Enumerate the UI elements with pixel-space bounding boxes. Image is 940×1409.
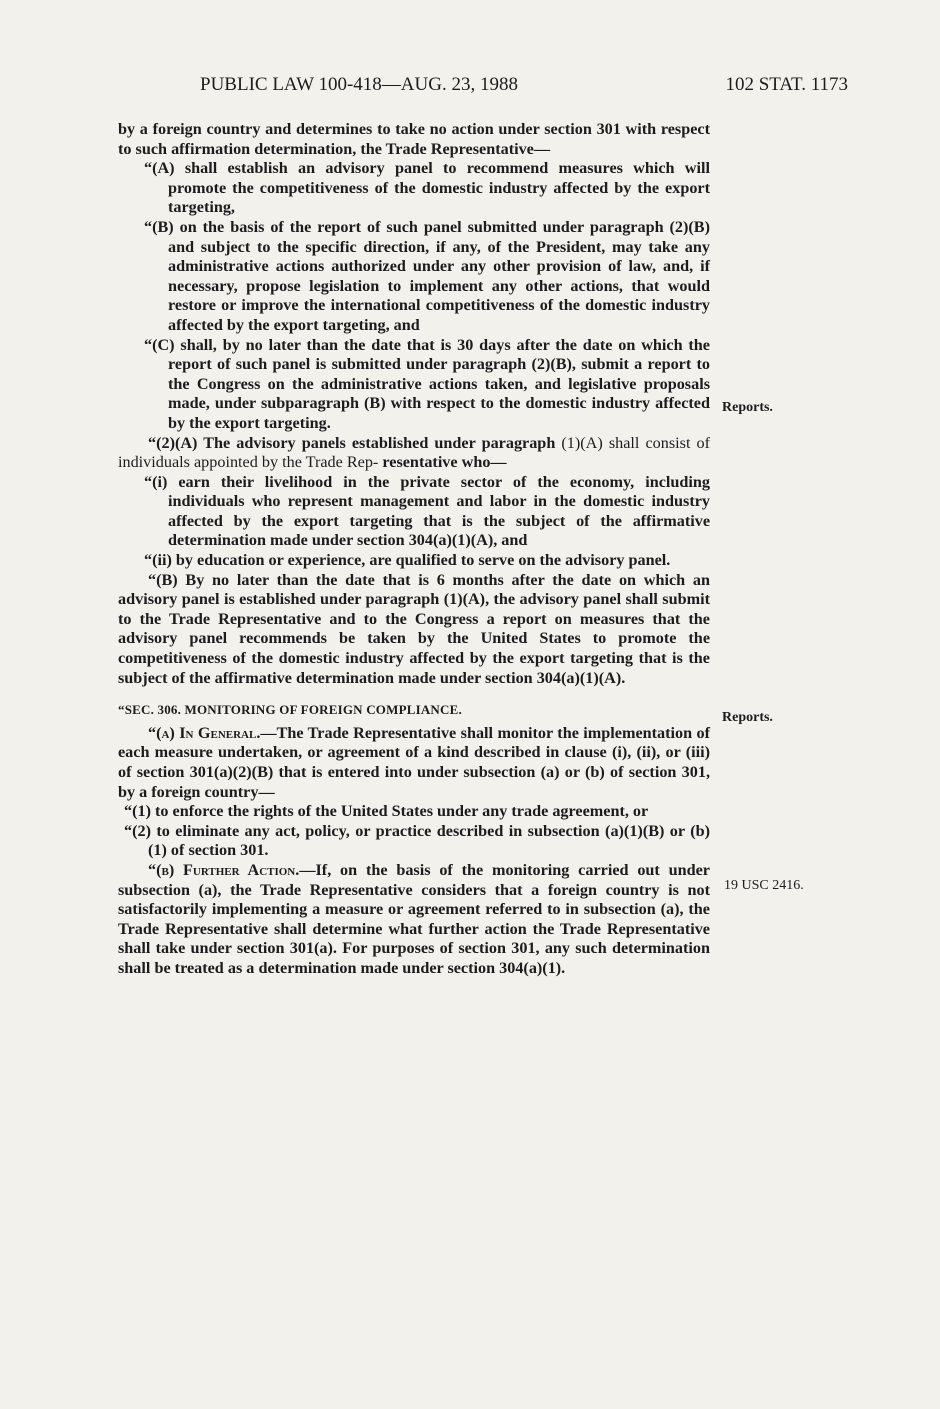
margin-note-reports-1: Reports. (722, 400, 773, 415)
law-title: PUBLIC LAW 100-418—AUG. 23, 1988 (200, 74, 518, 95)
subsection-b (118, 861, 710, 979)
clause-i: “(i) earn their livelihood in the private sector of the economy, including individuals who represent management and labor in the domestic industry affected by the export targeting that is the subject of the affirmative determination made under section 304(a)(1)(A), and (144, 472, 710, 550)
section-heading: “SEC. 306. MONITORING OF FOREIGN COMPLIANCE. (118, 702, 462, 718)
paragraph-2a (118, 434, 710, 473)
paragraph-2a-end: resentative who— (382, 453, 507, 472)
clause-a: “(A) shall establish an advisory panel to recommend measures which will promote the competitiveness of the domestic industry affected by the export targeting, (144, 159, 710, 217)
paragraph-2: “(2) to eliminate any act, policy, or practice described in subsection (a)(1)(B) or (b)(1) of section 301. (124, 821, 710, 860)
clause-b: “(B) on the basis of the report of such panel submitted under paragraph (2)(B) and subject to the specific direction, if any, of the President, may take any administrative actions authorized under any other provision of law, and, if necessary, propose legislation to implement any other actions, that would restore or improve the international competitiveness of the domestic industry affected by the export targeting, and (144, 217, 710, 334)
intro-paragraph: by a foreign country and determines to take no action under section 301 with respect to such affirmation determination, the Trade Representative— (118, 120, 710, 158)
paragraph-1: “(1) to enforce the rights of the United States under any trade agreement, or (124, 802, 649, 821)
stat-page-number: 102 STAT. 1173 (725, 74, 848, 95)
paragraph-2a-lead: “(2)(A) The advisory panels established under paragraph (148, 433, 556, 452)
statute-text (118, 120, 710, 979)
subsection-a-label: “(a) In General. (148, 723, 261, 742)
running-header (0, 74, 940, 98)
margin-note-usc: 19 USC 2416. (724, 878, 804, 893)
subsection-b-text: —If, on the basis of the monitoring carried out under subsection (a), the Trade Representative considers that a foreign country is not satisfactorily implementing a measure or agreement referred to in subsection (a), the Trade Representative shall determine what further action the Trade Representative shall take under section 301(a). For purposes of section 301, any such determination shall be treated as a determination made under section 304(a)(1). (118, 860, 710, 977)
subsection-a (118, 724, 710, 802)
clause-ii: “(ii) by education or experience, are qualified to serve on the advisory panel. (144, 551, 671, 570)
paragraph-2b: “(B) By no later than the date that is 6 months after the date on which an advisory panel is established under paragraph (1)(A), the advisory panel shall submit to the Trade Representative and to the Congress a report on measures that the advisory panel recommends be taken by the United States to promote the competitiveness of the domestic industry affected by the export targeting that is the subject of the affirmative determination made under section 304(a)(1)(A). (118, 570, 710, 687)
margin-note-reports-2: Reports. (722, 710, 773, 725)
subsection-b-label: “(b) Further Action. (148, 860, 300, 879)
clause-c: “(C) shall, by no later than the date that is 30 days after the date on which the report of such panel is submitted under paragraph (2)(B), submit a report to the Congress on the administrative actions taken, and legislative proposals made, under subparagraph (B) with respect to the domestic industry affected by the export targeting. (144, 335, 710, 432)
paragraph-2a-rest: (1)(A) shall consist of individuals appointed by the Trade Rep- (118, 433, 711, 472)
subsection-a-text: —The Trade Representative shall monitor the implementation of each measure undertaken, or agreement of a kind described in clause (i), (ii), or (iii) of section 301(a)(2)(B) that is entered into under subsection (a) or (b) of section 301, by a foreign country— (118, 723, 711, 801)
